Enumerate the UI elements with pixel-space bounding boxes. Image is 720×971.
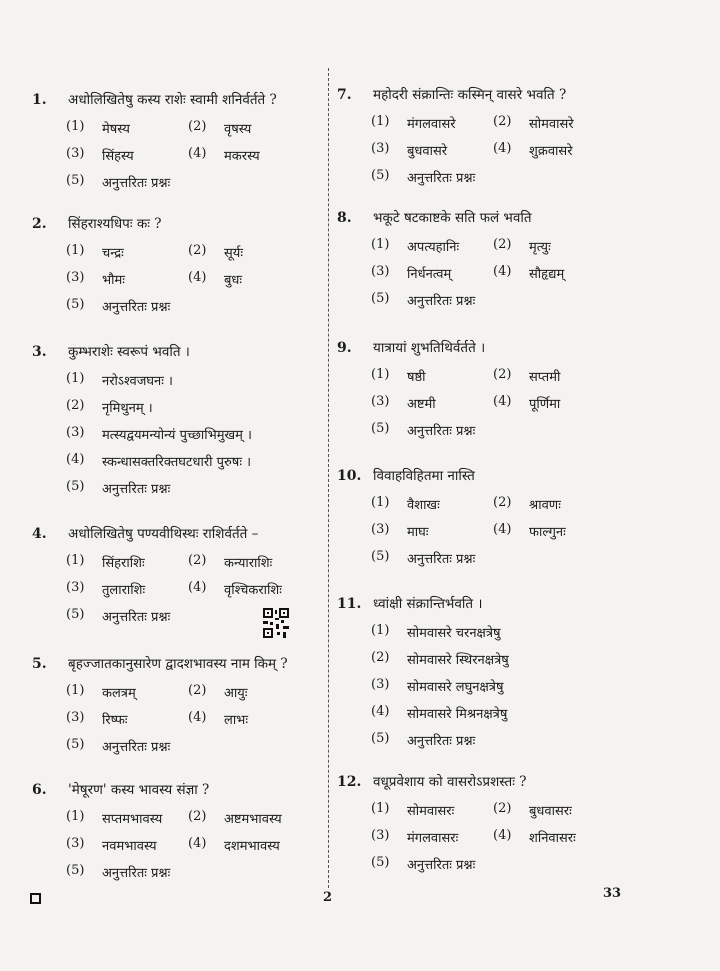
option-number: (5) xyxy=(371,167,390,183)
option-label: कलत्रम् xyxy=(102,685,136,701)
question-number: 12. xyxy=(337,774,362,790)
question-number: 11. xyxy=(337,596,362,612)
question-stem xyxy=(337,85,697,103)
question-stem xyxy=(32,654,322,672)
option-label: चन्द्रः xyxy=(102,245,124,261)
option-row xyxy=(371,259,697,286)
option-number: (2) xyxy=(493,800,512,816)
option-label: मत्स्यद्वयमन्योन्यं पुच्छाभिमुखम् । xyxy=(102,427,252,443)
question-text: 'मेषूरण' कस्य भावस्य संज्ञा ? xyxy=(68,782,210,798)
answer-option[interactable] xyxy=(371,549,631,567)
option-row xyxy=(66,548,322,575)
option-row xyxy=(66,858,322,885)
option-number: (5) xyxy=(371,730,390,746)
answer-option[interactable] xyxy=(493,114,615,132)
answer-options xyxy=(66,366,322,501)
answer-option[interactable] xyxy=(493,264,615,282)
option-number: (3) xyxy=(66,709,85,725)
answer-option[interactable] xyxy=(66,836,188,854)
option-row xyxy=(66,265,322,292)
question-7 xyxy=(337,85,697,190)
answer-option[interactable] xyxy=(371,114,493,132)
option-label: अनुत्तरितः प्रश्नः xyxy=(102,299,171,315)
question-text: सिंहराश्यधिपः कः ? xyxy=(68,216,162,232)
answer-option[interactable] xyxy=(371,421,631,439)
option-number: (3) xyxy=(371,140,390,156)
option-label: सोमवासरे चरनक्षत्रेषु xyxy=(407,625,501,641)
option-label: अनुत्तरितः प्रश्नः xyxy=(407,551,476,567)
option-label: मेषस्य xyxy=(102,121,130,137)
answer-option[interactable] xyxy=(66,398,322,416)
option-number: (2) xyxy=(493,113,512,129)
option-label: अनुत्तरितः प्रश्नः xyxy=(102,739,171,755)
question-stem xyxy=(32,780,322,798)
question-number: 8. xyxy=(337,210,352,226)
question-5 xyxy=(32,654,322,759)
option-number: (5) xyxy=(371,548,390,564)
question-3 xyxy=(32,342,322,501)
option-label: सोमवासरे मिश्रनक्षत्रेषु xyxy=(407,706,508,722)
answer-option[interactable] xyxy=(188,809,310,827)
option-label: शनिवासरः xyxy=(529,830,576,846)
option-label: सोमवासरे लघुनक्षत्रेषु xyxy=(407,679,504,695)
option-number: (4) xyxy=(493,140,512,156)
option-number: (3) xyxy=(66,835,85,851)
question-number: 1. xyxy=(32,92,47,108)
option-number: (4) xyxy=(188,145,207,161)
question-8 xyxy=(337,208,697,313)
option-label: सिंहराशिः xyxy=(102,555,145,571)
option-label: अष्टमभावस्य xyxy=(224,811,282,827)
option-row xyxy=(371,796,697,823)
answer-option[interactable] xyxy=(371,495,493,513)
option-label: भौमः xyxy=(102,272,125,288)
question-stem xyxy=(32,342,322,360)
option-label: नवमभावस्य xyxy=(102,838,157,854)
option-row xyxy=(66,168,322,195)
option-number: (3) xyxy=(371,263,390,279)
option-number: (3) xyxy=(66,579,85,595)
answer-option[interactable] xyxy=(188,710,310,728)
option-number: (2) xyxy=(371,649,390,665)
answer-option[interactable] xyxy=(188,553,310,571)
option-row xyxy=(66,575,322,602)
question-stem xyxy=(32,90,322,108)
answer-option[interactable] xyxy=(188,683,310,701)
answer-option[interactable] xyxy=(371,623,631,641)
option-number: (5) xyxy=(66,862,85,878)
option-number: (2) xyxy=(188,682,207,698)
option-row xyxy=(371,362,697,389)
qr-code-icon xyxy=(263,608,289,640)
option-number: (5) xyxy=(66,172,85,188)
answer-options xyxy=(66,114,322,195)
answer-option[interactable] xyxy=(188,836,310,854)
option-label: बुधः xyxy=(224,272,243,288)
question-stem xyxy=(337,594,697,612)
option-label: तुलाराशिः xyxy=(102,582,146,598)
question-text: यात्रायां शुभतिथिर्वर्तते । xyxy=(373,340,486,356)
option-row xyxy=(371,850,697,877)
option-row xyxy=(371,517,697,544)
question-number: 7. xyxy=(337,87,352,103)
question-stem xyxy=(32,214,322,232)
question-number: 10. xyxy=(337,468,362,484)
question-text: वधूप्रवेशाय को वासरोऽप्रशस्तः ? xyxy=(373,774,527,790)
question-text: महोदरी संक्रान्तिः कस्मिन् वासरे भवति ? xyxy=(373,87,567,103)
option-label: सोमवासरः xyxy=(407,803,455,819)
option-row xyxy=(371,618,697,645)
option-row xyxy=(371,163,697,190)
option-label: सोमवासरे xyxy=(529,116,574,132)
answer-option[interactable] xyxy=(66,371,322,389)
option-label: माघः xyxy=(407,524,429,540)
answer-option[interactable] xyxy=(371,291,631,309)
option-number: (4) xyxy=(493,521,512,537)
option-label: बुधवासरे xyxy=(407,143,448,159)
answer-option[interactable] xyxy=(66,119,188,137)
option-label: मृत्युः xyxy=(529,239,551,255)
option-number: (1) xyxy=(371,622,390,638)
option-label: कन्याराशिः xyxy=(224,555,273,571)
answer-options xyxy=(371,109,697,190)
question-text: बृहज्जातकानुसारेण द्वादशभावस्य नाम किम् ? xyxy=(68,656,288,672)
question-2 xyxy=(32,214,322,319)
option-row xyxy=(66,292,322,319)
option-row xyxy=(371,286,697,313)
option-label: सिंहस्य xyxy=(102,148,134,164)
option-number: (4) xyxy=(66,451,85,467)
answer-options xyxy=(371,362,697,443)
question-text: अधोलिखितेषु पण्यवीथिस्थः राशिर्वर्तते – xyxy=(68,526,259,542)
question-12 xyxy=(337,772,697,877)
option-row xyxy=(371,645,697,672)
question-text: अधोलिखितेषु कस्य राशेः स्वामी शनिर्वर्तते ? xyxy=(68,92,277,108)
question-text: ध्वांक्षी संक्रान्तिर्भवति । xyxy=(373,596,483,612)
answer-option[interactable] xyxy=(371,522,493,540)
option-label: आयुः xyxy=(224,685,248,701)
option-label: नृमिथुनम् । xyxy=(102,400,153,416)
option-label: अनुत्तरितः प्रश्नः xyxy=(102,609,171,625)
option-row xyxy=(371,823,697,850)
option-label: श्रावणः xyxy=(529,497,561,513)
question-number: 5. xyxy=(32,656,47,672)
option-number: (1) xyxy=(66,808,85,824)
answer-option[interactable] xyxy=(493,237,615,255)
question-9 xyxy=(337,338,697,443)
option-label: लाभः xyxy=(224,712,248,728)
column-divider xyxy=(328,68,330,888)
option-row xyxy=(371,109,697,136)
answer-option[interactable] xyxy=(66,580,188,598)
answer-option[interactable] xyxy=(371,237,493,255)
option-label: अनुत्तरितः प्रश्नः xyxy=(102,865,171,881)
option-label: अनुत्तरितः प्रश्नः xyxy=(407,733,476,749)
option-number: (3) xyxy=(371,521,390,537)
option-row xyxy=(371,726,697,753)
option-label: वृश्चिकराशिः xyxy=(224,582,282,598)
option-label: षष्ठी xyxy=(407,369,426,385)
option-number: (5) xyxy=(66,606,85,622)
option-label: पूर्णिमा xyxy=(529,396,561,412)
option-number: (1) xyxy=(66,370,85,386)
answer-options xyxy=(371,796,697,877)
option-number: (4) xyxy=(493,393,512,409)
option-label: सोमवासरे स्थिरनक्षत्रेषु xyxy=(407,652,509,668)
answer-option[interactable] xyxy=(371,677,631,695)
option-row xyxy=(66,420,322,447)
option-number: (4) xyxy=(493,827,512,843)
option-label: अनुत्तरितः प्रश्नः xyxy=(407,423,476,439)
answer-option[interactable] xyxy=(188,119,310,137)
option-label: अनुत्तरितः प्रश्नः xyxy=(407,170,476,186)
option-number: (2) xyxy=(188,552,207,568)
answer-option[interactable] xyxy=(188,270,310,288)
option-label: सप्तमभावस्य xyxy=(102,811,163,827)
option-row xyxy=(371,490,697,517)
answer-option[interactable] xyxy=(371,828,493,846)
option-number: (2) xyxy=(493,494,512,510)
option-number: (1) xyxy=(66,118,85,134)
option-label: फाल्गुनः xyxy=(529,524,566,540)
question-stem xyxy=(337,466,697,484)
answer-option[interactable] xyxy=(66,297,322,315)
option-row xyxy=(66,678,322,705)
option-row xyxy=(66,474,322,501)
option-label: अनुत्तरितः प्रश्नः xyxy=(407,293,476,309)
option-number: (4) xyxy=(188,835,207,851)
option-label: वैशाखः xyxy=(407,497,440,513)
answer-option[interactable] xyxy=(493,367,615,385)
answer-option[interactable] xyxy=(66,425,322,443)
answer-option[interactable] xyxy=(66,173,322,191)
registration-mark xyxy=(30,893,41,904)
option-number: (4) xyxy=(371,703,390,719)
option-number: (3) xyxy=(66,269,85,285)
answer-options xyxy=(371,232,697,313)
option-number: (1) xyxy=(66,242,85,258)
answer-option[interactable] xyxy=(371,394,493,412)
option-number: (1) xyxy=(371,800,390,816)
option-label: अनुत्तरितः प्रश्नः xyxy=(407,857,476,873)
option-number: (2) xyxy=(493,366,512,382)
answer-option[interactable] xyxy=(66,863,322,881)
option-number: (2) xyxy=(188,242,207,258)
option-number: (5) xyxy=(66,478,85,494)
option-label: निर्धनत्वम् xyxy=(407,266,452,282)
option-number: (2) xyxy=(188,118,207,134)
answer-option[interactable] xyxy=(66,553,188,571)
answer-option[interactable] xyxy=(66,270,188,288)
question-10 xyxy=(337,466,697,571)
answer-option[interactable] xyxy=(371,367,493,385)
question-text: भकूटे षटकाष्टके सति फलं भवति xyxy=(373,210,532,226)
answer-option[interactable] xyxy=(66,243,188,261)
option-label: बुधवासरः xyxy=(529,803,572,819)
answer-options xyxy=(371,618,697,753)
option-number: (4) xyxy=(493,263,512,279)
option-row xyxy=(371,699,697,726)
option-row xyxy=(66,238,322,265)
question-number: 2. xyxy=(32,216,47,232)
option-number: (1) xyxy=(66,682,85,698)
option-label: अनुत्तरितः प्रश्नः xyxy=(102,481,171,497)
answer-option[interactable] xyxy=(66,683,188,701)
answer-option[interactable] xyxy=(66,146,188,164)
question-stem xyxy=(337,208,697,226)
option-number: (4) xyxy=(188,579,207,595)
option-row xyxy=(66,732,322,759)
question-11 xyxy=(337,594,697,753)
answer-option[interactable] xyxy=(493,394,615,412)
question-stem xyxy=(337,772,697,790)
answer-options xyxy=(66,804,322,885)
question-stem xyxy=(337,338,697,356)
option-label: स्कन्धासक्तरिक्तघटधारी पुरुषः । xyxy=(102,454,252,470)
answer-option[interactable] xyxy=(493,141,615,159)
option-label: सूर्यः xyxy=(224,245,243,261)
option-number: (5) xyxy=(66,736,85,752)
question-6 xyxy=(32,780,322,885)
option-label: अपत्यहानिः xyxy=(407,239,460,255)
answer-option[interactable] xyxy=(371,650,631,668)
answer-option[interactable] xyxy=(66,809,188,827)
option-number: (2) xyxy=(493,236,512,252)
answer-option[interactable] xyxy=(371,855,631,873)
option-number: (3) xyxy=(371,827,390,843)
option-number: (3) xyxy=(66,424,85,440)
option-number: (5) xyxy=(371,420,390,436)
option-label: अष्टमी xyxy=(407,396,436,412)
option-row xyxy=(371,389,697,416)
answer-option[interactable] xyxy=(188,243,310,261)
answer-option[interactable] xyxy=(493,522,615,540)
page-number: 2 xyxy=(323,890,333,905)
option-row xyxy=(66,804,322,831)
option-label: मंगलवासरे xyxy=(407,116,456,132)
option-label: सौहृद्यम् xyxy=(529,266,565,282)
answer-option[interactable] xyxy=(493,828,615,846)
option-row xyxy=(66,705,322,732)
question-1 xyxy=(32,90,322,195)
option-number: (3) xyxy=(66,145,85,161)
answer-option[interactable] xyxy=(188,146,310,164)
answer-option[interactable] xyxy=(66,452,322,470)
option-number: (4) xyxy=(188,709,207,725)
option-label: मंगलवासरः xyxy=(407,830,459,846)
question-number: 4. xyxy=(32,526,47,542)
option-label: शुक्रवासरे xyxy=(529,143,573,159)
answer-option[interactable] xyxy=(371,704,631,722)
question-text: विवाहविहितमा नास्ति xyxy=(373,468,475,484)
option-number: (2) xyxy=(66,397,85,413)
answer-option[interactable] xyxy=(188,580,310,598)
option-label: अनुत्तरितः प्रश्नः xyxy=(102,175,171,191)
option-label: वृषस्य xyxy=(224,121,252,137)
option-row xyxy=(371,672,697,699)
option-row xyxy=(371,232,697,259)
option-number: (5) xyxy=(371,290,390,306)
option-number: (3) xyxy=(371,676,390,692)
option-label: मकरस्य xyxy=(224,148,260,164)
option-label: रिष्फः xyxy=(102,712,128,728)
question-number: 3. xyxy=(32,344,47,360)
option-number: (5) xyxy=(371,854,390,870)
option-row xyxy=(66,366,322,393)
booklet-code: 33 xyxy=(603,886,622,901)
option-label: दशमभावस्य xyxy=(224,838,280,854)
answer-option[interactable] xyxy=(66,737,322,755)
option-number: (1) xyxy=(371,236,390,252)
option-label: नरोऽश्वजघनः । xyxy=(102,373,173,389)
answer-option[interactable] xyxy=(66,479,322,497)
option-number: (3) xyxy=(371,393,390,409)
option-number: (4) xyxy=(188,269,207,285)
option-label: सप्तमी xyxy=(529,369,561,385)
answer-option[interactable] xyxy=(493,495,615,513)
option-number: (5) xyxy=(66,296,85,312)
question-number: 9. xyxy=(337,340,352,356)
option-row xyxy=(66,141,322,168)
option-row xyxy=(66,393,322,420)
answer-option[interactable] xyxy=(371,731,631,749)
option-row xyxy=(371,416,697,443)
option-row xyxy=(66,114,322,141)
answer-options xyxy=(371,490,697,571)
answer-option[interactable] xyxy=(371,141,493,159)
answer-option[interactable] xyxy=(371,801,493,819)
question-number: 6. xyxy=(32,782,47,798)
option-number: (1) xyxy=(66,552,85,568)
question-stem xyxy=(32,524,322,542)
option-number: (1) xyxy=(371,494,390,510)
option-number: (1) xyxy=(371,113,390,129)
question-text: कुम्भराशेः स्वरूपं भवति । xyxy=(68,344,190,360)
option-number: (2) xyxy=(188,808,207,824)
answer-options xyxy=(66,238,322,319)
option-row xyxy=(66,447,322,474)
answer-option[interactable] xyxy=(493,801,615,819)
answer-options xyxy=(66,678,322,759)
answer-option[interactable] xyxy=(371,168,631,186)
option-number: (1) xyxy=(371,366,390,382)
answer-option[interactable] xyxy=(371,264,493,282)
option-row xyxy=(66,831,322,858)
answer-option[interactable] xyxy=(66,710,188,728)
option-row xyxy=(371,136,697,163)
option-row xyxy=(371,544,697,571)
